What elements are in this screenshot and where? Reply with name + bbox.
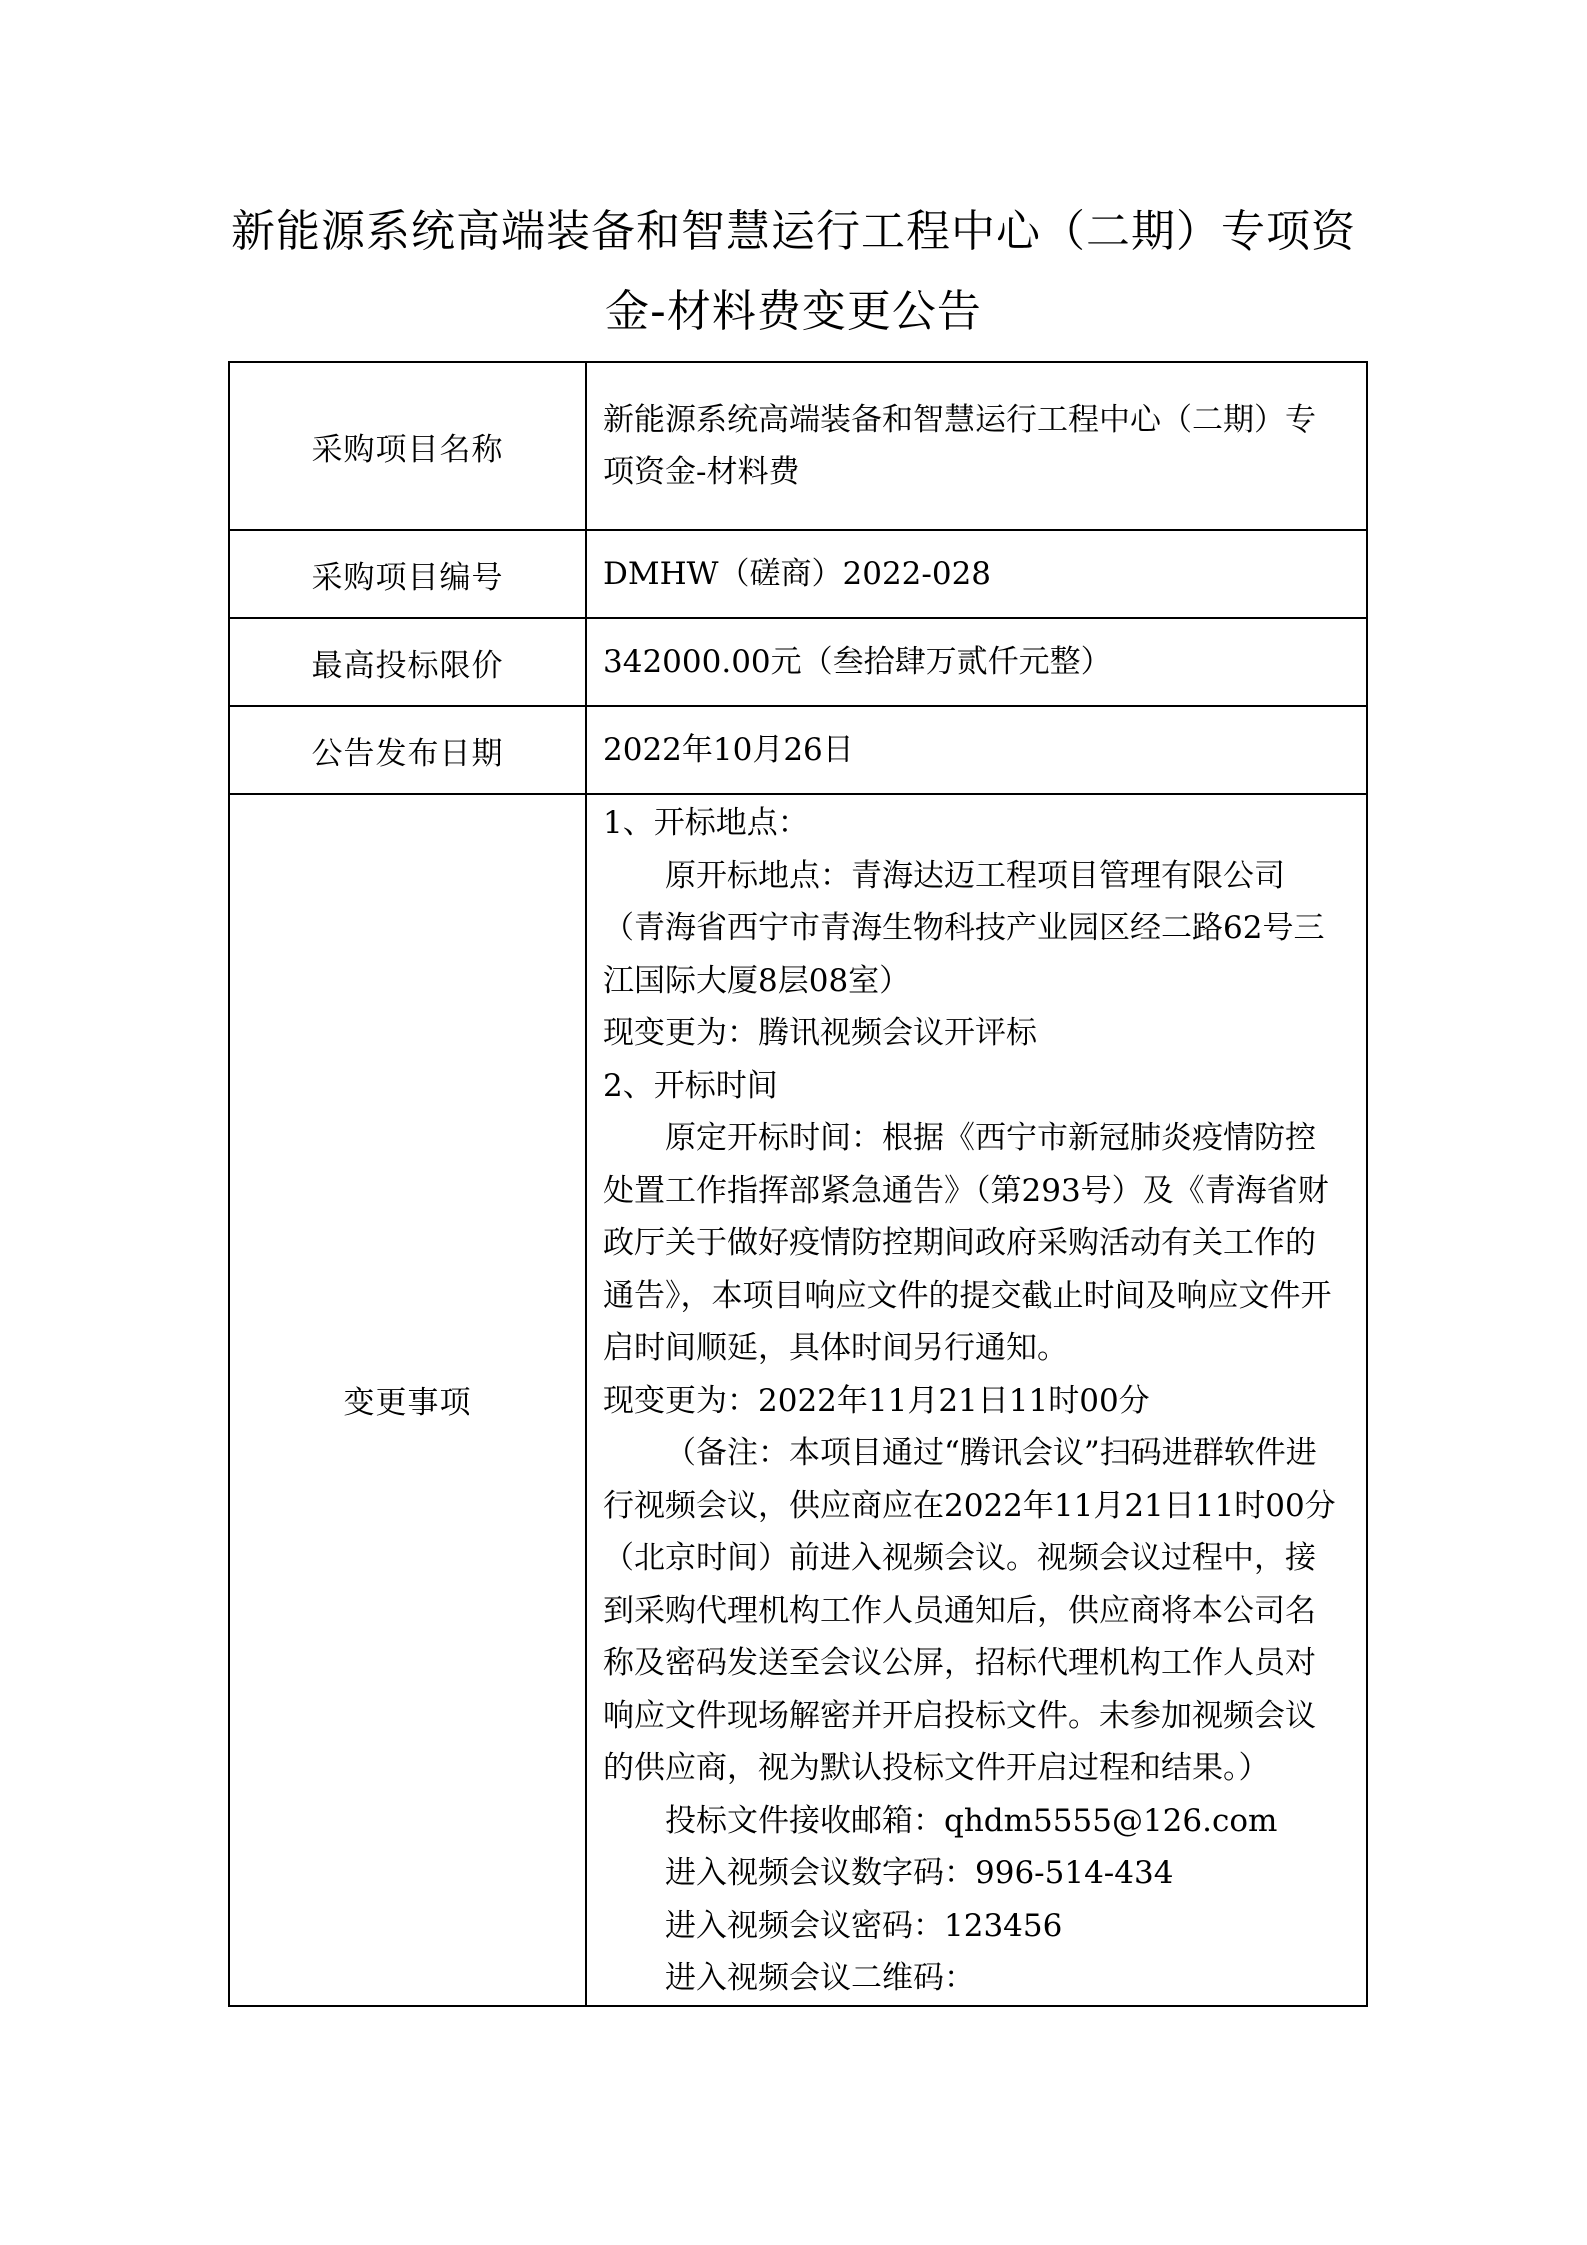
- meeting-qr-code-label: 进入视频会议二维码：: [665, 1960, 975, 1996]
- project-name-value-line-1: 新能源系统高端装备和智慧运行工程中心（二期）专: [603, 402, 1316, 438]
- table-row-project-name: [229, 362, 1367, 530]
- publish-date-label: 公告发布日期: [229, 706, 586, 794]
- project-code-value: DMHW（磋商）2022-028: [586, 530, 1367, 618]
- changes-label: 变更事项: [229, 794, 586, 2006]
- bid-email: 投标文件接收邮箱：qhdm5555@126.com: [665, 1802, 1278, 1839]
- max-price-value: 342000.00元（叁拾肆万贰仟元整）: [586, 618, 1367, 706]
- meeting-password: 进入视频会议密码：123456: [665, 1907, 1063, 1944]
- title-line-2: 金-材料费变更公告: [605, 286, 982, 337]
- change-item-1-original: 原开标地点：青海达迈工程项目管理有限公司（青海省西宁市青海生物科技产业园区经二路62号三江国际大厦8层08室）: [603, 857, 1325, 999]
- change-item-2-original: 原定开标时间：根据《西宁市新冠肺炎疫情防控处置工作指挥部紧急通告》（第293号）及《青海省财政厅关于做好疫情防控期间政府采购活动有关工作的通告》，本项目响应文件的提交截止时间及响应文件开启时间顺延，具体时间另行通知。: [603, 1120, 1332, 1366]
- project-name-value: [586, 362, 1367, 530]
- changes-content: [586, 794, 1367, 2006]
- project-name-label: 采购项目名称: [229, 362, 586, 530]
- notice-table: [228, 361, 1368, 2007]
- change-item-1-new: 现变更为：腾讯视频会议开评标: [603, 1015, 1037, 1051]
- table-row-publish-date: [229, 706, 1367, 794]
- max-price-label: 最高投标限价: [229, 618, 586, 706]
- document-title: [0, 192, 1587, 352]
- publish-date-value: 2022年10月26日: [586, 706, 1367, 794]
- project-name-value-line-2: 项资金-材料费: [603, 454, 800, 490]
- table-row-project-code: [229, 530, 1367, 618]
- change-item-2-new: 现变更为：2022年11月21日11时00分: [603, 1382, 1150, 1419]
- change-note: （备注：本项目通过“腾讯会议”扫码进群软件进行视频会议，供应商应在2022年11月21日11时00分（北京时间）前进入视频会议。视频会议过程中，接到采购代理机构工作人员通知后，供应商将本公司名称及密码发送至会议公屏，招标代理机构工作人员对响应文件现场解密并开启投标文件。未参加视频会议的供应商，视为默认投标文件开启过程和结果。）: [603, 1435, 1336, 1786]
- table-row-max-price: [229, 618, 1367, 706]
- title-line-1: 新能源系统高端装备和智慧运行工程中心（二期）专项资: [231, 206, 1356, 257]
- table-row-changes: [229, 794, 1367, 2006]
- change-item-2-heading: 2、开标时间: [603, 1067, 778, 1104]
- change-item-1-heading: 1、开标地点：: [603, 805, 809, 841]
- meeting-id: 进入视频会议数字码：996-514-434: [665, 1855, 1174, 1891]
- project-code-label: 采购项目编号: [229, 530, 586, 618]
